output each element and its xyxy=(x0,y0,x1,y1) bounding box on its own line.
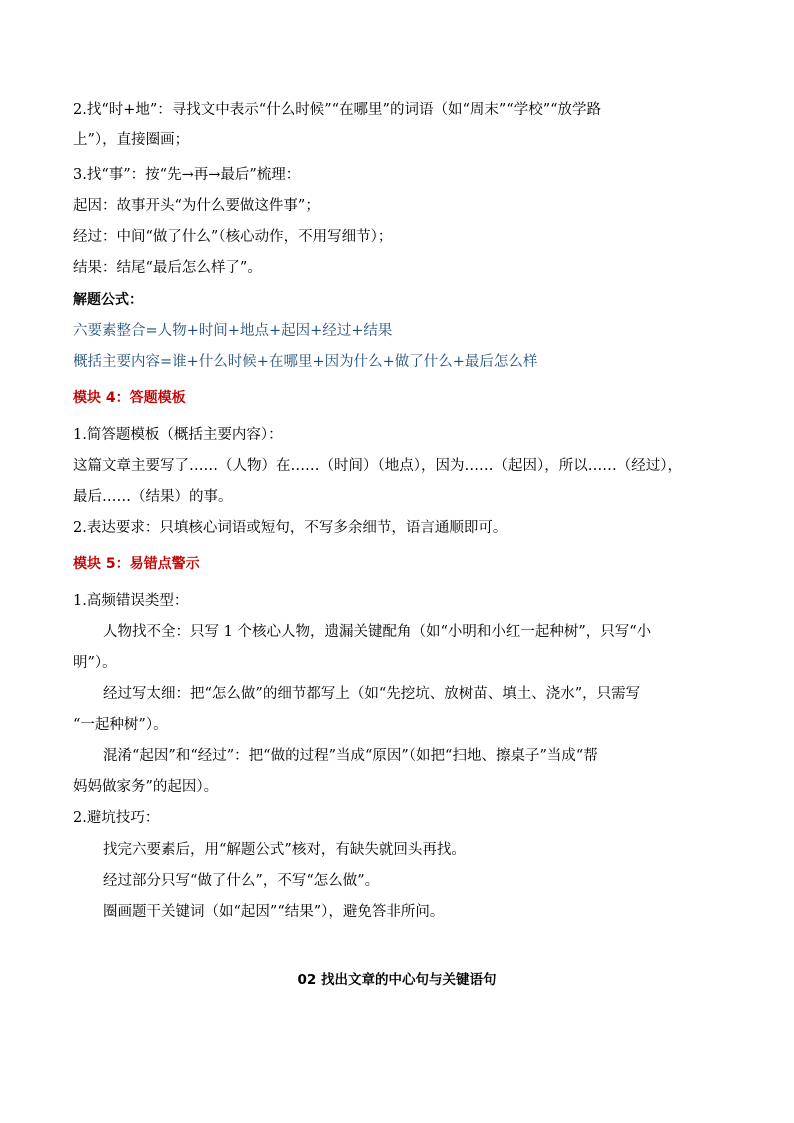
next-section-title: 02 找出文章的中心句与关键语句 xyxy=(297,972,497,988)
item2-line2: 上”），直接圈画； xyxy=(73,132,190,148)
formula-heading: 解题公式： xyxy=(73,292,143,308)
tip2-text: 经过部分只写“做了什么”，不写“怎么做”。 xyxy=(103,873,380,889)
error3-line2: 妈妈做家务”的起因）。 xyxy=(73,779,219,795)
module4-template-line1: 这篇文章主要写了……（人物）在……（时间）（地点），因为……（起因），所以……（经过）， xyxy=(73,458,682,474)
error3-line1: 混淆“起因”和“经过”：把“做的过程”当成“原因”（如把“扫地、擦桌子”当成“帮 xyxy=(103,748,598,764)
module4-heading: 模块 4：答题模板 xyxy=(73,390,186,406)
module4-item1: 1.简答题模板（概括主要内容）： xyxy=(73,427,283,443)
item3-text: 3.找“事”：按“先→再→最后”梳理： xyxy=(73,167,301,183)
process-text: 经过：中间“做了什么”（核心动作，不用写细节）； xyxy=(73,229,393,245)
module5-item1: 1.高频错误类型： xyxy=(73,593,189,609)
tip3-text: 圈画题干关键词（如“起因”“结果”），避免答非所问。 xyxy=(103,904,445,920)
module4-template-line2: 最后……（结果）的事。 xyxy=(73,489,233,505)
error1-line2: 明”）。 xyxy=(73,655,117,671)
formula-line2: 概括主要内容=谁+什么时候+在哪里+因为什么+做了什么+最后怎么样 xyxy=(73,354,538,370)
error2-line2: “一起种树”）。 xyxy=(73,717,168,733)
module5-heading: 模块 5：易错点警示 xyxy=(73,556,200,572)
formula-line1: 六要素整合=人物+时间+地点+起因+经过+结果 xyxy=(73,323,393,339)
item2-line1: 2.找“时+地”：寻找文中表示“什么时候”“在哪里”的词语（如“周末”“学校”“放学路 xyxy=(73,102,602,118)
cause-text: 起因：故事开头“为什么要做这件事”； xyxy=(73,198,320,214)
module4-item2: 2.表达要求：只填核心词语或短句，不写多余细节，语言通顺即可。 xyxy=(73,520,508,536)
module5-item2: 2.避坑技巧： xyxy=(73,810,160,826)
error1-line1: 人物找不全：只写 1 个核心人物，遗漏关键配角（如“小明和小红一起种树”，只写“小 xyxy=(103,624,652,640)
result-text: 结果：结尾“最后怎么样了”。 xyxy=(73,260,262,276)
tip1-text: 找完六要素后，用“解题公式”核对，有缺失就回头再找。 xyxy=(103,842,466,858)
error2-line1: 经过写太细：把“怎么做”的细节都写上（如“先挖坑、放树苗、填土、浇水”，只需写 xyxy=(103,686,641,702)
